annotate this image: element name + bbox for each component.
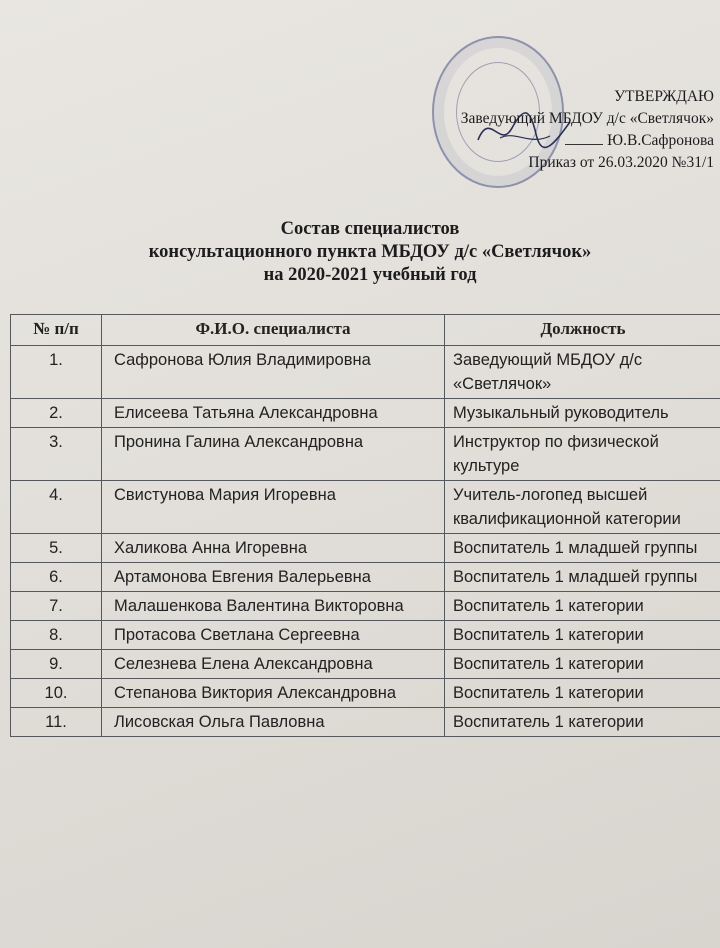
table-row — [11, 708, 720, 737]
row-role: Воспитатель 1 категории — [445, 650, 720, 679]
row-number: 2. — [11, 399, 102, 428]
table-row — [11, 563, 720, 592]
row-name: Малашенкова Валентина Викторовна — [102, 592, 445, 621]
row-number: 6. — [11, 563, 102, 592]
approval-title: УТВЕРЖДАЮ — [614, 88, 714, 105]
row-number: 8. — [11, 621, 102, 650]
row-role: Воспитатель 1 категории — [445, 679, 720, 708]
row-number: 5. — [11, 534, 102, 563]
row-number: 11. — [11, 708, 102, 737]
table-row — [11, 650, 720, 679]
row-role: Музыкальный руководитель — [445, 399, 720, 428]
table-row — [11, 534, 720, 563]
row-role: Заведующий МБДОУ д/с «Светлячок» — [445, 346, 720, 399]
row-number: 10. — [11, 679, 102, 708]
heading-line-2: консультационного пункта МБДОУ д/с «Светлячок» — [148, 242, 592, 262]
table-row — [11, 399, 720, 428]
table-row — [11, 428, 720, 481]
header-role: Должность — [445, 315, 720, 346]
row-name: Лисовская Ольга Павловна — [102, 708, 445, 737]
approval-position: Заведующий МБДОУ д/с «Светлячок» — [460, 110, 714, 127]
row-role: Инструктор по физической культуре — [445, 428, 720, 481]
document-heading — [0, 218, 720, 287]
row-name: Свистунова Мария Игоревна — [102, 481, 445, 534]
approval-signer: Ю.В.Сафронова — [607, 132, 714, 149]
row-name: Сафронова Юлия Владимировна — [102, 346, 445, 399]
row-role: Учитель-логопед высшей квалификационной категории — [445, 481, 720, 534]
table-header-row — [11, 315, 720, 346]
approval-order: Приказ от 26.03.2020 №31/1 — [528, 154, 714, 171]
row-number: 1. — [11, 346, 102, 399]
row-number: 7. — [11, 592, 102, 621]
row-number: 3. — [11, 428, 102, 481]
table-row — [11, 621, 720, 650]
row-name: Артамонова Евгения Валерьевна — [102, 563, 445, 592]
row-role: Воспитатель 1 категории — [445, 592, 720, 621]
row-number: 4. — [11, 481, 102, 534]
row-name: Селезнева Елена Александровна — [102, 650, 445, 679]
signature-line — [565, 144, 603, 145]
header-name: Ф.И.О. специалиста — [102, 315, 445, 346]
row-role: Воспитатель 1 категории — [445, 708, 720, 737]
approval-block — [384, 86, 714, 174]
table-row — [11, 481, 720, 534]
table-row — [11, 679, 720, 708]
approval-signer-line — [384, 130, 714, 152]
specialists-table — [10, 314, 720, 737]
table-row — [11, 346, 720, 399]
heading-line-3: на 2020-2021 учебный год — [263, 265, 477, 285]
table-row — [11, 592, 720, 621]
header-number: № п/п — [11, 315, 102, 346]
row-role: Воспитатель 1 младшей группы — [445, 534, 720, 563]
row-number: 9. — [11, 650, 102, 679]
heading-line-1: Состав специалистов — [280, 219, 460, 239]
row-role: Воспитатель 1 младшей группы — [445, 563, 720, 592]
row-name: Пронина Галина Александровна — [102, 428, 445, 481]
row-name: Протасова Светлана Сергеевна — [102, 621, 445, 650]
row-name: Халикова Анна Игоревна — [102, 534, 445, 563]
row-name: Елисеева Татьяна Александровна — [102, 399, 445, 428]
row-role: Воспитатель 1 категории — [445, 621, 720, 650]
row-name: Степанова Виктория Александровна — [102, 679, 445, 708]
